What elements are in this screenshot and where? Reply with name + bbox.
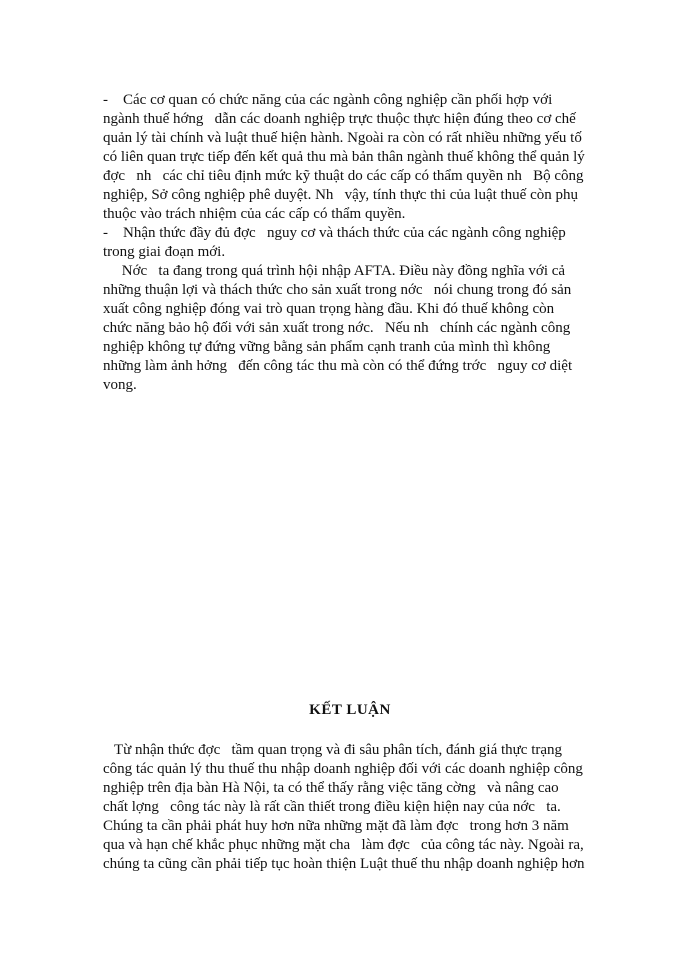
paragraph-line: nghiệp không tự đứng vững bằng sản phẩm cạnh tranh của mình thì không bbox=[103, 339, 551, 355]
paragraph-line: thuộc vào trách nhiệm của các cấp có thẩm quyền. bbox=[103, 206, 406, 222]
paragraph-line: chúng ta cũng cần phải tiếp tục hoàn thiện Luật thuế thu nhập doanh nghiệp hơn bbox=[103, 856, 585, 872]
paragraph-line: những làm ảnh hởng đến công tác thu mà còn có thể đứng trớc nguy cơ diệt bbox=[103, 358, 573, 374]
paragraph-line: Nớc ta đang trong quá trình hội nhập AFTA. Điều này đồng nghĩa với cả bbox=[103, 263, 566, 279]
paragraph-line: đợc nh các chỉ tiêu định mức kỹ thuật do các cấp có thẩm quyền nh Bộ công bbox=[103, 168, 584, 184]
paragraph-line: vong. bbox=[103, 377, 137, 393]
paragraph-line: qua và hạn chế khắc phục những mặt cha làm đợc của công tác này. Ngoài ra, bbox=[103, 837, 584, 853]
paragraph-line: chức năng bảo hộ đối với sản xuất trong nớc. Nếu nh chính các ngành công bbox=[103, 320, 571, 336]
paragraph-line: quản lý tài chính và luật thuế hiện hành. Ngoài ra còn có rất nhiều những yếu tố bbox=[103, 130, 582, 146]
paragraph-line: những thuận lợi và thách thức cho sản xuất trong nớc nói chung trong đó sản bbox=[103, 282, 572, 298]
paragraph-line: công tác quản lý thu thuế thu nhập doanh nghiệp đối với các doanh nghiệp công bbox=[103, 761, 583, 777]
paragraph-line: trong giai đoạn mới. bbox=[103, 244, 226, 260]
paragraph-line: có liên quan trực tiếp đến kết quả thu mà bản thân ngành thuế không thể quản lý bbox=[103, 149, 585, 165]
paragraph-line: Chúng ta cần phải phát huy hơn nữa những mặt đã làm đợc trong hơn 3 năm bbox=[103, 818, 569, 834]
paragraph-line: nghiệp trên địa bàn Hà Nội, ta có thể thấy rằng việc tăng cờng và nâng cao bbox=[103, 780, 559, 796]
paragraph-line: Từ nhận thức đợc tầm quan trọng và đi sâu phân tích, đánh giá thực trạng bbox=[103, 742, 563, 758]
paragraph-line: - Nhận thức đầy đủ đợc nguy cơ và thách thức của các ngành công nghiệp bbox=[103, 225, 566, 241]
paragraph-line: nghiệp, Sở công nghiệp phê duyệt. Nh vậy, tính thực thi của luật thuế còn phụ bbox=[103, 187, 578, 203]
conclusion-heading: KẾT LUẬN bbox=[309, 702, 391, 718]
paragraph-line: xuất công nghiệp đóng vai trò quan trọng hàng đầu. Khi đó thuế không còn bbox=[103, 301, 555, 317]
paragraph-line: chất lợng công tác này là rất cần thiết trong điều kiện hiện nay của nớc ta. bbox=[103, 799, 561, 815]
paragraph-line: ngành thuế hớng dẫn các doanh nghiệp trực thuộc thực hiện đúng theo cơ chế bbox=[103, 111, 576, 127]
paragraph-line: - Các cơ quan có chức năng của các ngành công nghiệp cần phối hợp với bbox=[103, 92, 553, 108]
